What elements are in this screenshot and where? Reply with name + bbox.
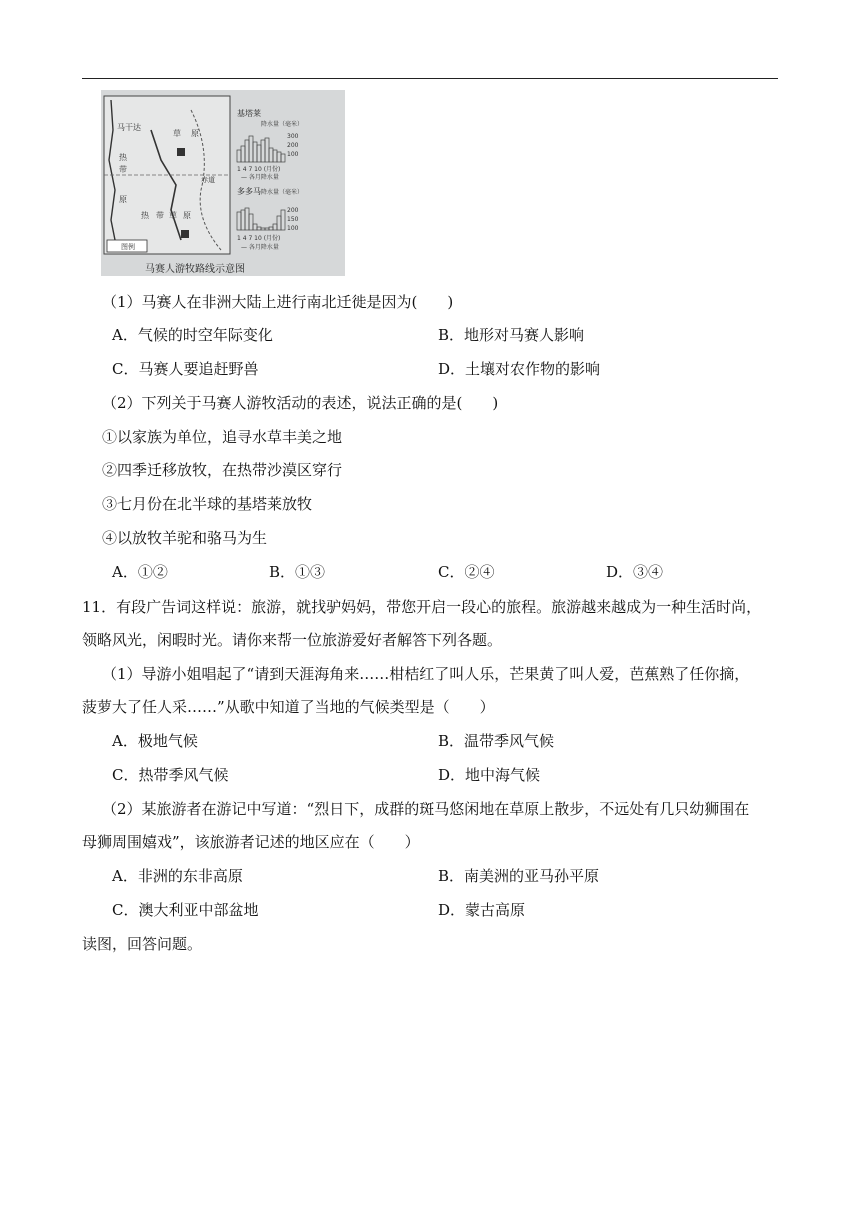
chart-tick: 100 <box>287 225 299 232</box>
map-label: 原 <box>191 129 199 138</box>
station-marker <box>177 148 185 156</box>
q11-sub2-option-b[interactable]: B．南美洲的亚马孙平原 <box>438 867 600 885</box>
q11-intro-line2: 领略风光，闲暇时光。请你来帮一位旅游爱好者解答下列各题。 <box>82 631 503 649</box>
chart-tick: 100 <box>287 151 299 158</box>
map-label: 原 <box>119 195 127 204</box>
q10-sub2-item: ①以家族为单位，追寻水草丰美之地 <box>102 428 343 446</box>
map-label: 带 <box>119 165 127 174</box>
map-label: 草 <box>169 211 177 220</box>
map-label: 原 <box>183 211 191 220</box>
map-label: 草 <box>173 129 181 138</box>
q11-sub2-option-c[interactable]: C．澳大利亚中部盆地 <box>112 901 259 919</box>
q11-intro-line1: 11．有段广告词这样说：旅游，就找驴妈妈，带您开启一段心的旅程。旅游越来越成为一种生活时尚， <box>82 598 762 616</box>
chart-months-1: 1 4 7 10 (月份) <box>237 166 281 173</box>
map-label: 赤道 <box>201 176 215 184</box>
q10-sub2-option-c[interactable]: C．②④ <box>438 563 495 581</box>
map-label: 热 <box>119 153 127 162</box>
chart-station-2: 多多马 <box>237 187 261 196</box>
q10-sub1-option-c[interactable]: C．马赛人要追赶野兽 <box>112 360 259 378</box>
q11-sub2-option-a[interactable]: A．非洲的东非高原 <box>112 867 243 885</box>
chart-axis-label-1: 降水量（毫米） <box>261 121 304 128</box>
footer-prompt: 读图，回答问题。 <box>82 935 203 953</box>
q11-sub1-stem-line2: 菠萝大了任人采……”从歌中知道了当地的气候类型是（ ） <box>82 698 495 716</box>
legend-label: 图例 <box>121 243 135 251</box>
chart-tick: 300 <box>287 133 299 140</box>
chart-note-1: — 各月降水量 <box>241 174 279 181</box>
q11-sub2-stem-line1: （2）某旅游者在游记中写道：“烈日下，成群的斑马悠闲地在草原上散步，不远处有几只幼狮围在 <box>102 800 750 818</box>
q11-sub1-option-a[interactable]: A．极地气候 <box>112 732 198 750</box>
q10-sub1-stem: （1）马赛人在非洲大陆上进行南北迁徙是因为( ) <box>102 293 454 311</box>
figure-caption: 马赛人游牧路线示意图 <box>145 264 245 275</box>
map-label: 马干达 <box>117 123 141 132</box>
chart-tick: 200 <box>287 142 299 149</box>
chart-axis-label-2: 降水量（毫米） <box>261 189 304 196</box>
q11-sub1-stem-line1: （1）导游小姐唱起了“请到天涯海角来……柑桔红了叫人乐，芒果黄了叫人爱，芭蕉熟了任你摘， <box>102 665 750 683</box>
q10-sub2-option-a[interactable]: A．①② <box>112 563 168 581</box>
chart-tick: 200 <box>287 207 299 214</box>
q10-sub2-option-b[interactable]: B．①③ <box>269 563 326 581</box>
q10-sub2-option-d[interactable]: D．③④ <box>606 563 664 581</box>
chart-tick: 150 <box>287 216 299 223</box>
header-rule <box>82 78 778 79</box>
q11-sub2-stem-line2: 母狮周围嬉戏”，该旅游者记述的地区应在（ ） <box>82 833 420 851</box>
nomad-route-figure <box>101 90 345 276</box>
q11-sub1-option-d[interactable]: D．地中海气候 <box>438 766 541 784</box>
q10-sub2-stem: （2）下列关于马赛人游牧活动的表述，说法正确的是( ) <box>102 394 499 412</box>
q10-sub1-option-a[interactable]: A．气候的时空年际变化 <box>112 326 273 344</box>
q10-sub2-item: ②四季迁移放牧，在热带沙漠区穿行 <box>102 461 343 479</box>
map-label: 带 <box>156 211 164 220</box>
chart-months-2: 1 4 7 10 (月份) <box>237 235 281 242</box>
chart-note-2: — 各月降水量 <box>241 244 279 251</box>
station-marker <box>181 230 189 238</box>
q10-sub1-option-d[interactable]: D．土壤对农作物的影响 <box>438 360 601 378</box>
q11-sub2-option-d[interactable]: D．蒙古高原 <box>438 901 526 919</box>
q10-sub2-item: ④以放牧羊驼和骆马为生 <box>102 529 268 547</box>
q10-sub1-option-b[interactable]: B．地形对马赛人影响 <box>438 326 585 344</box>
q11-sub1-option-b[interactable]: B．温带季风气候 <box>438 732 555 750</box>
map-label: 热 <box>141 211 149 220</box>
q10-sub2-item: ③七月份在北半球的基塔莱放牧 <box>102 495 313 513</box>
q11-sub1-option-c[interactable]: C．热带季风气候 <box>112 766 229 784</box>
chart-station-1: 基塔莱 <box>237 109 261 118</box>
